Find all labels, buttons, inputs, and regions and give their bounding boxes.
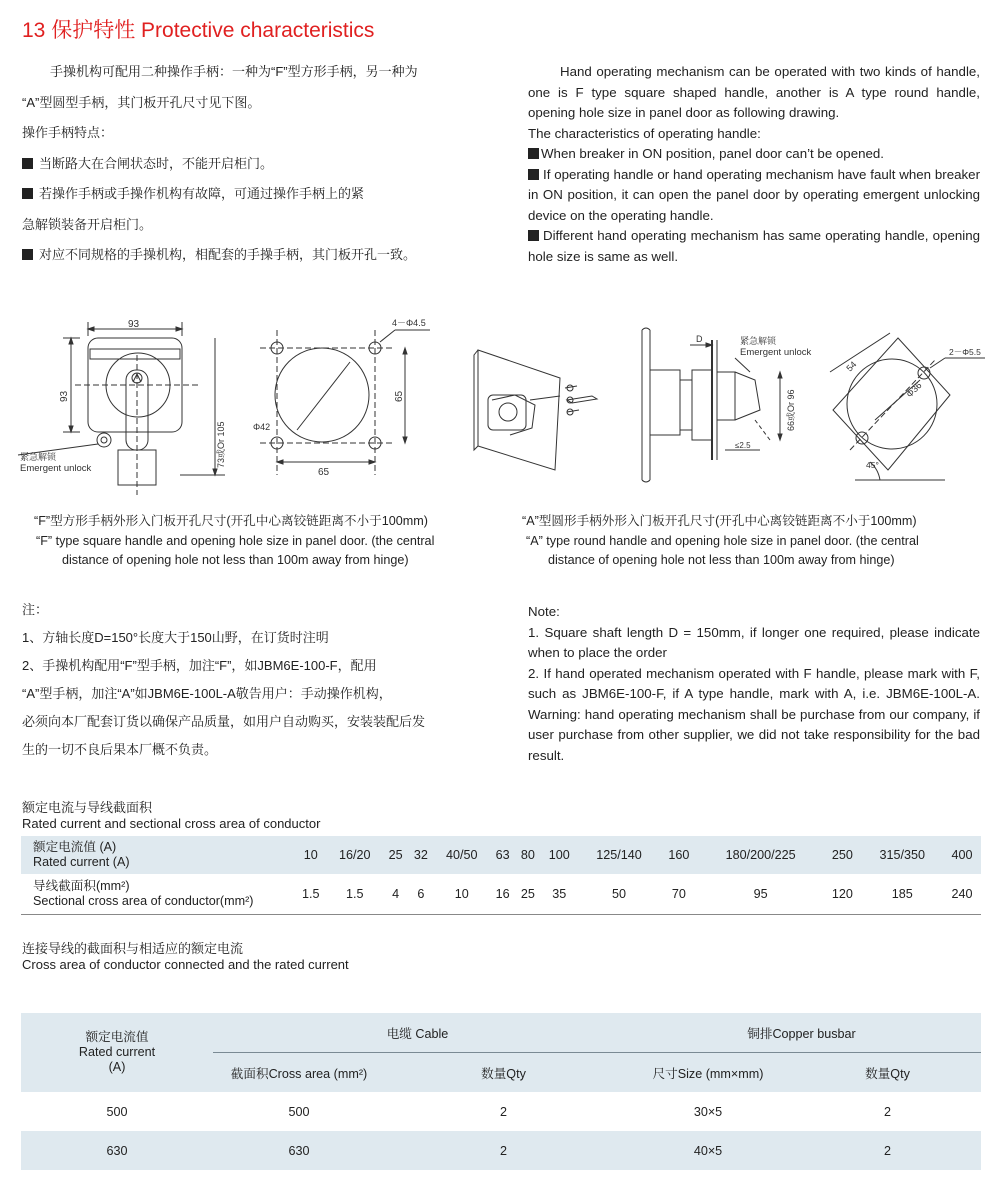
table-cell: 40×5 [693,1143,723,1158]
bullet-square-icon [528,230,539,241]
conductor-table [21,1013,981,1170]
caption-a-cn: “A”型圆形手柄外形入门板开孔尺寸(开孔中心离铰链距离不小于100mm) [522,514,917,528]
cn-intro-line: 手操机构可配用二种操作手柄：一种为“F”型方形手柄，另一种为 [50,64,418,79]
table-cell: 25 [383,836,408,874]
table-row [21,1092,981,1131]
table-cell: 630 [106,1143,128,1158]
table2-title [22,941,349,973]
page-title: 13 保护特性 Protective characteristics [22,19,375,42]
header-cable: 电缆 Cable [213,1013,622,1053]
table-cell: 25 [515,874,540,915]
notes-en [528,602,980,766]
dim-a-diag: 54 [844,359,859,374]
table-cell: 2 [499,1104,507,1119]
table-cell: 1.5 [295,874,326,915]
table1-title-cn: 额定电流与导线截面积 [22,800,153,815]
table-cell: 125/140 [578,836,660,874]
table-cell: 80 [515,836,540,874]
dim-a-depth: 66或Or 96 [786,389,796,431]
dim-f-hole-dia: Φ42 [253,422,271,432]
table-cell: 180/200/225 [698,836,824,874]
cn-intro-line: 急解锁装备开启柜门。 [22,216,153,232]
dim-a-angle: 45° [866,460,879,470]
table-cell: 240 [943,874,981,915]
row-label: 额定电流值 (A) Rated current (A) [21,836,295,874]
table1-title [22,800,320,832]
table-cell: 120 [824,874,862,915]
table2-title-en: Cross area of conductor connected and the rated current [22,957,349,972]
table-cell: 10 [295,836,326,874]
table-cell: 2 [883,1143,891,1158]
table1-title-en: Rated current and sectional cross area of conductor [22,816,321,831]
dim-f-width: 93 [128,319,140,330]
a-handle-side-view [642,328,812,482]
table-cell: 16 [490,874,515,915]
table-row [21,1131,981,1170]
table-cell: 50 [578,874,660,915]
caption-f-en-2: distance of opening hole not less than 100m away from hinge) [62,553,409,567]
notes-cn-line: 注： [22,602,49,617]
dim-f-height: 93 [59,390,70,402]
caption-f [34,512,504,571]
table-cell: 70 [660,874,698,915]
header-size: 尺寸Size (mm×mm) [652,1067,764,1081]
bullet-square-icon [528,148,539,159]
dim-a-gap: ≤2.5 [735,441,751,450]
a-unlock-label-en: Emergent unlock [740,347,812,358]
table-cell: 30×5 [693,1104,723,1119]
dim-a-dia: Φ36 [904,380,924,400]
en-intro [528,62,980,267]
row-label: 导线截面积(mm²) Sectional cross area of conductor(mm²) [21,874,295,915]
table-cell: 315/350 [861,836,943,874]
dim-a-holes: 2－Φ5.5 [949,347,981,357]
header-cross-area: 截面积Cross area (mm²) [230,1067,368,1081]
f-handle-front-view [18,319,226,495]
cn-intro [22,57,492,271]
en-bullet: Different hand operating mechanism has same operating handle, opening hole size is same as well. [528,228,980,264]
notes-en-line: 1. Square shaft length D = 150mm, if longer one required, please indicate when to place the order [528,624,980,660]
header-busbar: 铜排Copper busbar [622,1013,981,1053]
bullet-square-icon [22,188,33,199]
cn-bullet: 当断路大在合闸状态时，不能开启柜门。 [22,149,492,180]
table-cell: 400 [943,836,981,874]
notes-cn-line: “A”型手柄，加注“A”如JBM6E-100L-A敬告用户：手动操作机构， [22,686,392,701]
table2-title-cn: 连接导线的截面积与相适应的额定电流 [22,941,244,956]
a-door-hole-view [830,333,985,480]
en-bullet: If operating handle or hand operating mechanism have fault when breaker in ON position, it can open the panel door by operating emergent unlocking device on the operating handle. [528,166,980,223]
bullet-square-icon [528,169,539,180]
header-rated: 额定电流值 Rated current (A) [78,1030,156,1074]
table-cell: 500 [288,1104,310,1119]
table-cell: 250 [824,836,862,874]
notes-cn-line: 必须向本厂配套订货以确保产品质量，如用户自动购买，安装装配后发 [22,714,426,729]
en-intro-line: The characteristics of operating handle: [528,125,761,141]
table-row [21,836,981,874]
bullet-square-icon [22,249,33,260]
rated-current-table [21,836,981,915]
table-header-row [21,1013,981,1053]
notes-en-line: 2. If hand operated mechanism operated with F handle, please mark with F, such as JBM6E-100-F, if A type handle, mark with A, i.e. JBM6E-100L-A. Warning: hand operating mechanism shall be purchase from our company, if user purchase from other supplier, we did not take responsibility for the bad result. [528,665,980,763]
table-row [21,874,981,915]
bullet-square-icon [22,158,33,169]
caption-f-cn: “F”型方形手柄外形入门板开孔尺寸(开孔中心离铰链距离不小于100mm) [34,514,428,528]
caption-a-en-2: distance of opening hole not less than 100m away from hinge) [548,553,895,567]
table-cell: 4 [383,874,408,915]
caption-a-en-1: “A” type round handle and opening hole size in panel door. (the central [526,533,919,548]
header-qty-busbar: 数量Qty [865,1067,910,1081]
caption-f-en-1: “F” type square handle and opening hole size in panel door. (the central [36,533,435,548]
notes-cn [22,596,492,764]
table-cell: 32 [408,836,433,874]
notes-en-line: Note: [528,604,560,619]
dim-f-depth: 73或Or 105 [216,421,226,468]
table-cell: 95 [698,874,824,915]
table-cell: 6 [408,874,433,915]
technical-drawings [0,300,1000,500]
table-cell: 160 [660,836,698,874]
f-door-hole-view [253,318,430,478]
cn-bullet: 若操作手柄或手操作机构有故障，可通过操作手柄上的紧 [22,179,492,210]
table-cell: 16/20 [326,836,383,874]
table-cell: 2 [883,1104,891,1119]
dim-f-holes: 4－Φ4.5 [392,318,426,328]
table-cell: 2 [499,1143,507,1158]
header-qty-cable: 数量Qty [481,1067,526,1081]
table-cell: 185 [861,874,943,915]
table-cell: 35 [540,874,578,915]
a-unlock-label-cn: 紧急解锁 [740,336,777,346]
table-cell: 1.5 [326,874,383,915]
unlock-label-cn: 紧急解锁 [20,452,57,462]
cn-intro-line: 操作手柄特点： [22,125,114,140]
unlock-label-en: Emergent unlock [20,463,92,474]
dim-a-d: D [696,334,703,344]
en-bullet: When breaker in ON position, panel door can’t be opened. [528,144,980,165]
table-cell: 40/50 [433,836,490,874]
a-handle-isometric-view [474,350,597,470]
table-cell: 500 [106,1104,128,1119]
cn-intro-line: “A”型圆型手柄，其门板开孔尺寸见下图。 [22,94,261,110]
notes-cn-line: 生的一切不良后果本厂概不负责。 [22,742,218,757]
notes-cn-line: 1、方轴长度D=150°长度大于150山野，在订货时注明 [22,630,329,645]
table-cell: 10 [433,874,490,915]
dim-f-hole-pitch-h: 65 [318,467,330,478]
table-cell: 100 [540,836,578,874]
cn-bullet: 对应不同规格的手操机构，相配套的手操手柄，其门板开孔一致。 [22,240,492,271]
en-intro-paragraph: Hand operating mechanism can be operated with two kinds of handle, one is F type square shaped handle, another is A type round handle, opening hole size in panel door as following drawing. [528,64,980,120]
dim-f-hole-pitch-v: 65 [394,390,405,402]
notes-cn-line: 2、手操机构配用“F”型手柄，加注“F”，如JBM6E-100-F，配用 [22,658,377,673]
caption-a [522,512,992,571]
table-cell: 630 [288,1143,310,1158]
table-cell: 63 [490,836,515,874]
